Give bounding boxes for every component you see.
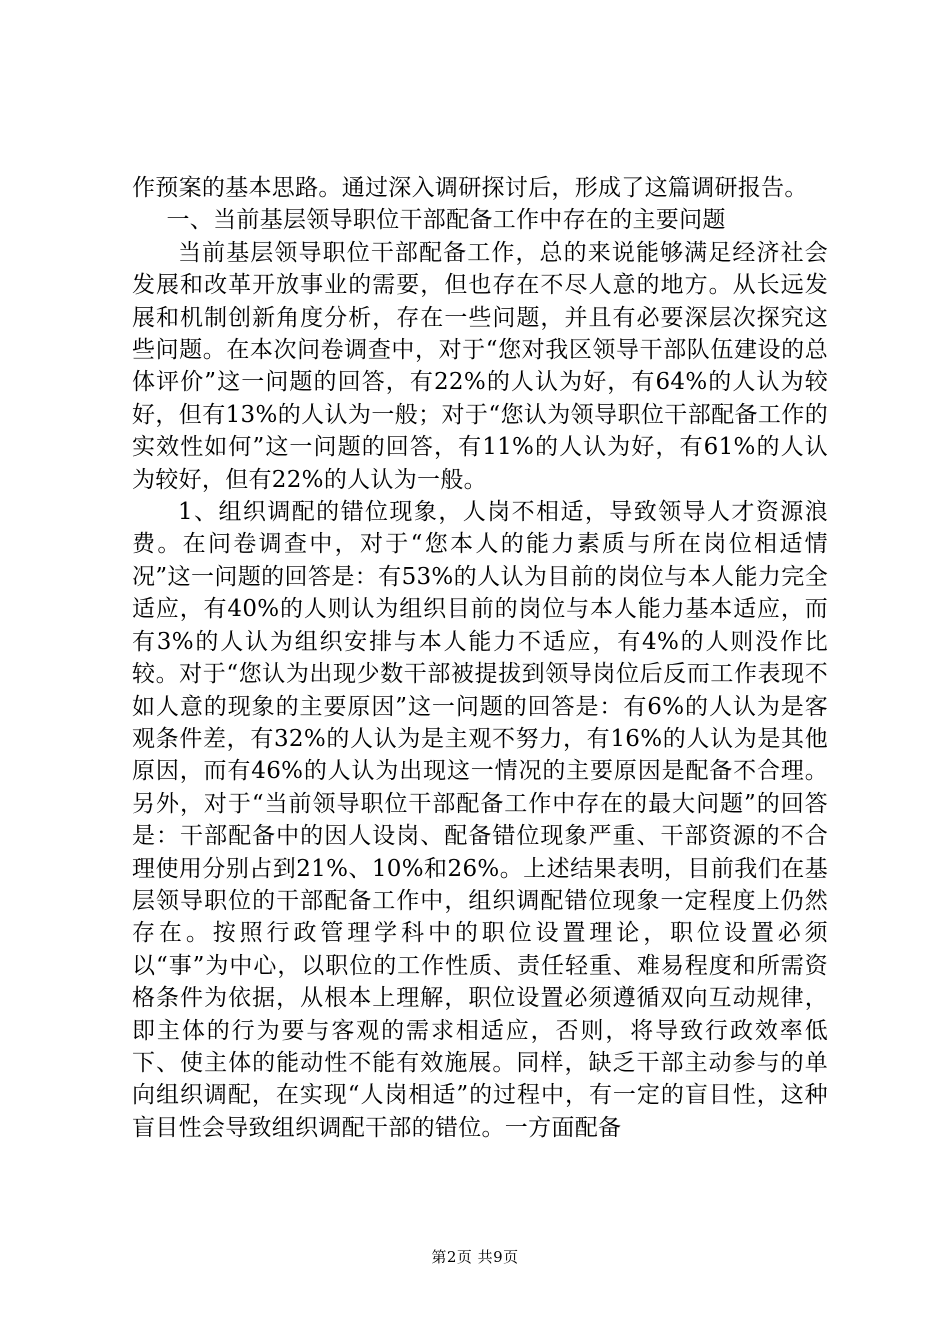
section-heading: 一、当前基层领导职位干部配备工作中存在的主要问题 <box>166 207 726 234</box>
paragraph-continuation: 作预案的基本思路。通过深入调研探讨后，形成了这篇调研报告。 <box>132 175 808 201</box>
paragraph-overview: 当前基层领导职位干部配备工作，总的来说能够满足经济社会发展和改革开放事业的需要，但也存在不尽人意的地方。从长远发展和机制创新角度分析，存在一些问题，并且有必要深层次探究这些问题。在本次问卷调查中，对于“您对我区领导干部队伍建设的总体评价”这一问题的回答，有22%的人认为好，有64%的人认为较好，但有13%的人认为一般；对于“您认为领导职位干部配备工作的实效性如何”这一问题的回答，有11%的人认为好，有61%的人认为较好，但有22%的人认为一般。 <box>132 239 828 493</box>
paragraph-issue-1: 1、组织调配的错位现象，人岗不相适，导致领导人才资源浪费。在问卷调查中，对于“您本人的能力素质与所在岗位相适情况”这一问题的回答是：有53%的人认为目前的岗位与本人能力完全适应，有40%的人则认为组织目前的岗位与本人能力基本适应，而有3%的人认为组织安排与本人能力不适应，有4%的人则没作比较。对于“您认为出现少数干部被提拔到领导岗位后反而工作表现不如人意的现象的主要原因”这一问题的回答是：有6%的人认为是客观条件差，有32%的人认为是主观不努力，有16%的人认为是其他原因，而有46%的人认为出现这一情况的主要原因是配备不合理。另外，对于“当前领导职位干部配备工作中存在的最大问题”的回答是：干部配备中的因人设岗、配备错位现象严重、干部资源的不合理使用分别占到21%、10%和26%。上述结果表明，目前我们在基层领导职位的干部配备工作中，组织调配错位现象一定程度上仍然存在。按照行政管理学科中的职位设置理论，职位设置必须以“事”为中心，以职位的工作性质、责任轻重、难易程度和所需资格条件为依据，从根本上理解，职位设置必须遵循双向互动规律，即主体的行为要与客观的需求相适应，否则，将导致行政效率低下、使主体的能动性不能有效施展。同样，缺乏干部主动参与的单向组织调配，在实现“人岗相适”的过程中，有一定的盲目性，这种盲目性会导致组织调配干部的错位。一方面配备 <box>132 499 828 1141</box>
page-footer: 第2页 共9页 <box>431 1248 519 1266</box>
document-body <box>132 172 828 1144</box>
